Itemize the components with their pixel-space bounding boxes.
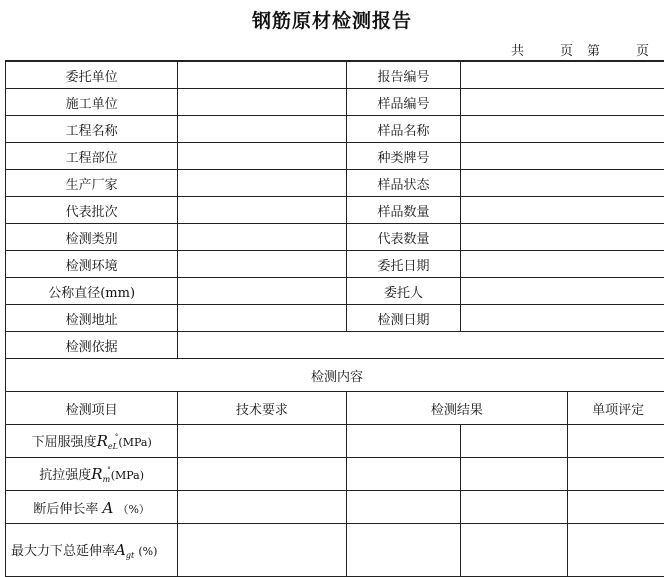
current-page-field[interactable] bbox=[614, 40, 622, 59]
header-row bbox=[6, 392, 664, 425]
basis-label: 检测依据 bbox=[6, 332, 178, 359]
result-cell[interactable] bbox=[461, 425, 568, 458]
total-pages-field[interactable] bbox=[538, 40, 546, 59]
item-label: 下屈服强度 bbox=[32, 435, 97, 450]
result-cell[interactable] bbox=[461, 524, 568, 577]
field-value[interactable] bbox=[178, 143, 346, 170]
item-unit: (%) bbox=[138, 545, 157, 558]
current-page-unit: 页 bbox=[636, 40, 649, 59]
header-result: 检测结果 bbox=[346, 392, 568, 425]
basis-value[interactable] bbox=[178, 332, 664, 359]
item-symbol: R bbox=[91, 465, 102, 483]
item-label: 断后伸长率 bbox=[33, 502, 98, 517]
header-item: 检测项目 bbox=[6, 392, 178, 425]
info-row bbox=[6, 251, 664, 278]
field-value[interactable] bbox=[178, 224, 346, 251]
field-label: 生产厂家 bbox=[6, 170, 178, 197]
field-label: 委托人 bbox=[346, 278, 461, 305]
requirement-cell[interactable] bbox=[178, 524, 346, 577]
info-row bbox=[6, 143, 664, 170]
field-value[interactable] bbox=[461, 305, 664, 332]
test-row bbox=[6, 491, 664, 524]
item-symbol: A bbox=[115, 541, 126, 559]
rating-cell[interactable] bbox=[568, 458, 664, 491]
field-label: 工程名称 bbox=[6, 116, 178, 143]
result-cell[interactable] bbox=[346, 458, 461, 491]
field-value[interactable] bbox=[461, 224, 664, 251]
result-cell[interactable] bbox=[346, 425, 461, 458]
field-label: 检测地址 bbox=[6, 305, 178, 332]
field-label: 检测类别 bbox=[6, 224, 178, 251]
field-label: 检测日期 bbox=[346, 305, 461, 332]
test-item-max-elongation bbox=[6, 524, 178, 577]
test-row bbox=[6, 425, 664, 458]
field-value[interactable] bbox=[461, 170, 664, 197]
field-value[interactable] bbox=[461, 89, 664, 116]
field-label: 委托日期 bbox=[346, 251, 461, 278]
requirement-cell[interactable] bbox=[178, 491, 346, 524]
info-row bbox=[6, 89, 664, 116]
requirement-cell[interactable] bbox=[178, 425, 346, 458]
item-label: 最大力下总延伸率 bbox=[11, 544, 115, 559]
field-label: 样品状态 bbox=[346, 170, 461, 197]
info-row bbox=[6, 116, 664, 143]
item-unit: (MPa) bbox=[118, 436, 151, 449]
field-label: 工程部位 bbox=[6, 143, 178, 170]
header-requirement: 技术要求 bbox=[178, 392, 346, 425]
item-unit: (MPa) bbox=[111, 469, 144, 482]
info-row bbox=[6, 278, 664, 305]
report-title: 钢筋原材检测报告 bbox=[0, 6, 664, 33]
section-row bbox=[6, 359, 664, 392]
field-value[interactable] bbox=[461, 61, 664, 89]
report-table bbox=[5, 60, 664, 577]
info-row bbox=[6, 170, 664, 197]
result-cell[interactable] bbox=[346, 524, 461, 577]
item-symbol: R bbox=[97, 432, 108, 450]
total-pages-label: 共 bbox=[511, 40, 524, 59]
item-subscript: eL bbox=[108, 442, 118, 451]
info-row bbox=[6, 61, 664, 89]
field-label: 委托单位 bbox=[6, 61, 178, 89]
field-label: 施工单位 bbox=[6, 89, 178, 116]
result-cell[interactable] bbox=[346, 491, 461, 524]
field-value[interactable] bbox=[178, 116, 346, 143]
page-info bbox=[511, 40, 649, 59]
field-value[interactable] bbox=[461, 278, 664, 305]
item-subscript: m bbox=[103, 475, 111, 484]
field-value[interactable] bbox=[461, 143, 664, 170]
field-value[interactable] bbox=[178, 278, 346, 305]
item-superscript: ° bbox=[107, 466, 111, 474]
field-value[interactable] bbox=[178, 170, 346, 197]
test-row bbox=[6, 524, 664, 577]
info-row bbox=[6, 197, 664, 224]
field-label: 样品编号 bbox=[346, 89, 461, 116]
test-item-elongation bbox=[6, 491, 178, 524]
item-unit: （%） bbox=[117, 503, 149, 516]
rating-cell[interactable] bbox=[568, 524, 664, 577]
field-value[interactable] bbox=[178, 251, 346, 278]
info-row bbox=[6, 305, 664, 332]
total-pages-unit: 页 bbox=[560, 40, 573, 59]
result-cell[interactable] bbox=[461, 458, 568, 491]
field-label: 代表批次 bbox=[6, 197, 178, 224]
field-value[interactable] bbox=[178, 305, 346, 332]
info-row bbox=[6, 224, 664, 251]
test-row bbox=[6, 458, 664, 491]
result-cell[interactable] bbox=[461, 491, 568, 524]
field-value[interactable] bbox=[461, 116, 664, 143]
rating-cell[interactable] bbox=[568, 425, 664, 458]
field-label: 样品数量 bbox=[346, 197, 461, 224]
field-label: 样品名称 bbox=[346, 116, 461, 143]
field-label: 报告编号 bbox=[346, 61, 461, 89]
field-value[interactable] bbox=[178, 61, 346, 89]
requirement-cell[interactable] bbox=[178, 458, 346, 491]
field-label: 代表数量 bbox=[346, 224, 461, 251]
item-label: 抗拉强度 bbox=[39, 468, 91, 483]
header-rating: 单项评定 bbox=[568, 392, 664, 425]
basis-row bbox=[6, 332, 664, 359]
item-superscript: ° bbox=[115, 433, 119, 441]
test-item-tensile bbox=[6, 458, 178, 491]
item-subscript: gt bbox=[126, 551, 134, 560]
field-label: 公称直径(mm) bbox=[6, 278, 178, 305]
field-value[interactable] bbox=[178, 197, 346, 224]
field-value[interactable] bbox=[461, 251, 664, 278]
info-rows bbox=[6, 61, 664, 577]
field-value[interactable] bbox=[461, 197, 664, 224]
test-item-yield bbox=[6, 425, 178, 458]
rating-cell[interactable] bbox=[568, 491, 664, 524]
field-label: 种类牌号 bbox=[346, 143, 461, 170]
current-page-label: 第 bbox=[587, 40, 600, 59]
field-value[interactable] bbox=[178, 89, 346, 116]
field-label: 检测环境 bbox=[6, 251, 178, 278]
item-symbol: A bbox=[103, 499, 114, 517]
section-title: 检测内容 bbox=[6, 359, 664, 392]
